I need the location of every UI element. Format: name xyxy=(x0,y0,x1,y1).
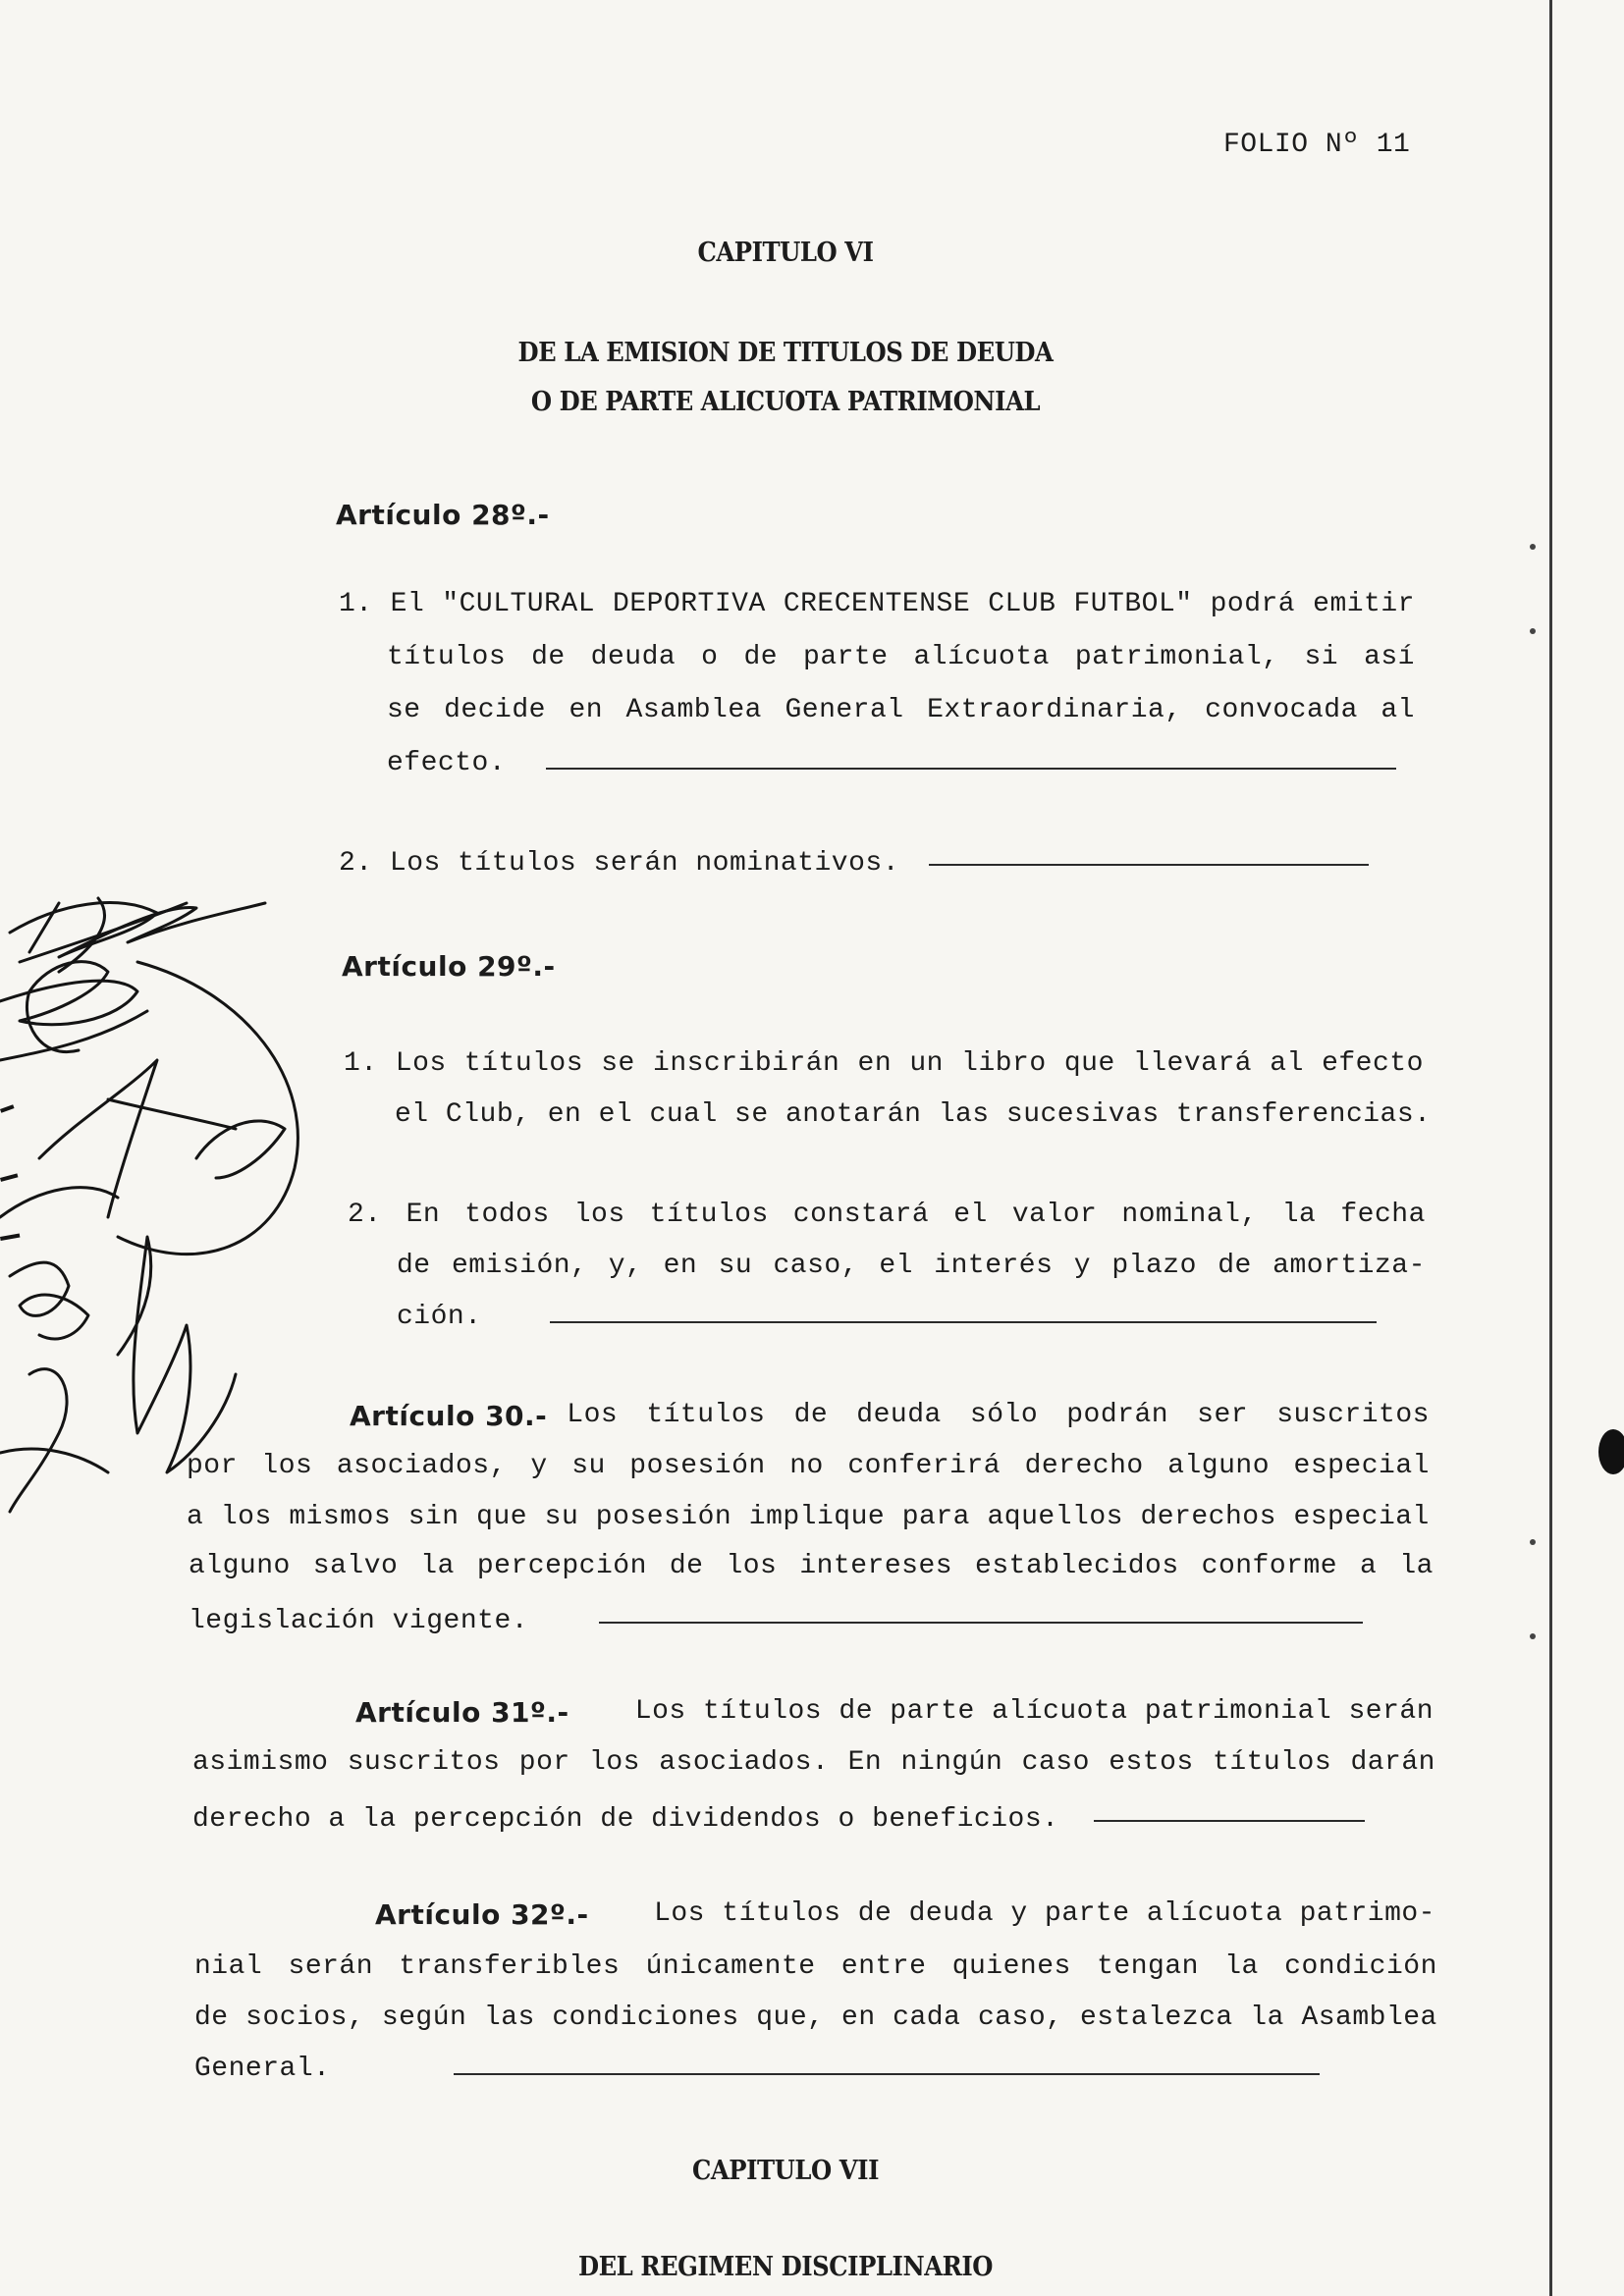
chapter-7-title: CAPITULO VII xyxy=(691,2156,880,2186)
speck xyxy=(1530,544,1536,550)
article-28-p1-line-2: títulos de deuda o de parte alícuota patrimonial, si así xyxy=(387,642,1415,672)
speck xyxy=(1530,1539,1536,1545)
article-28-p2: 2. Los títulos serán nominativos. xyxy=(339,848,899,879)
article-30-line-2: por los asociados, y su posesión no conferirá derecho alguno especial xyxy=(187,1451,1430,1481)
article-31-line-3: derecho a la percepción de dividendos o beneficios. xyxy=(192,1804,1059,1835)
chapter-6-subtitle-2: O DE PARTE ALICUOTA PATRIMONIAL xyxy=(530,387,1041,417)
article-29-p1-line-1: 1. Los títulos se inscribirán en un libro que llevará al efecto xyxy=(344,1048,1424,1079)
fill-line xyxy=(546,768,1396,770)
article-29-p2-line-2: de emisión, y, en su caso, el interés y plazo de amortiza- xyxy=(397,1251,1426,1281)
chapter-6-title: CAPITULO VI xyxy=(697,238,874,268)
fill-line xyxy=(929,864,1369,866)
folio-number: FOLIO Nº 11 xyxy=(1223,130,1411,160)
fill-line xyxy=(599,1622,1363,1624)
article-31-heading: Artículo 31º.- xyxy=(355,1696,569,1729)
fill-line xyxy=(550,1321,1377,1323)
article-29-p1-line-2: el Club, en el cual se anotarán las sucesivas transferencias. xyxy=(395,1099,1432,1130)
article-30-line-1-text: Los títulos de deuda sólo podrán ser suscritos xyxy=(567,1400,1430,1430)
article-30-line-1 xyxy=(350,1400,1430,1432)
fill-line xyxy=(454,2073,1320,2075)
chapter-6-subtitle-1: DE LA EMISION DE TITULOS DE DEUDA xyxy=(517,338,1054,368)
article-30-line-5: legislación vigente. xyxy=(189,1606,529,1636)
article-31-line-2: asimismo suscritos por los asociados. En ningún caso estos títulos darán xyxy=(192,1747,1435,1778)
margin-signatures xyxy=(0,864,353,1728)
article-29-heading: Artículo 29º.- xyxy=(342,950,556,983)
fill-line xyxy=(1094,1820,1365,1822)
article-30-heading: Artículo 30.- xyxy=(350,1400,548,1432)
chapter-7-subtitle: DEL REGIMEN DISCIPLINARIO xyxy=(577,2252,994,2282)
article-32-line-3: de socios, según las condiciones que, en cada caso, estalezca la Asamblea xyxy=(194,2002,1437,2033)
page-edge-line xyxy=(1549,0,1552,2296)
article-31-line-1 xyxy=(355,1696,1434,1729)
article-28-heading: Artículo 28º.- xyxy=(336,499,550,531)
speck xyxy=(1530,1633,1536,1639)
article-29-p2-line-1: 2. En todos los títulos constará el valor nominal, la fecha xyxy=(348,1200,1426,1230)
article-30-line-4: alguno salvo la percepción de los intereses establecidos conforme a la xyxy=(189,1551,1434,1581)
article-32-heading: Artículo 32º.- xyxy=(375,1898,589,1931)
article-29-p2-line-3: ción. xyxy=(397,1302,482,1332)
article-28-p1-line-3: se decide en Asamblea General Extraordinaria, convocada al xyxy=(387,695,1415,725)
article-32-line-1 xyxy=(375,1898,1435,1931)
article-28-p1-line-1: 1. El "CULTURAL DEPORTIVA CRECENTENSE CLUB FUTBOL" podrá emitir xyxy=(339,589,1415,619)
article-31-line-1-text: Los títulos de parte alícuota patrimonial serán xyxy=(634,1696,1434,1727)
article-30-line-3: a los mismos sin que su posesión implique para aquellos derechos especial xyxy=(187,1502,1430,1532)
speck xyxy=(1530,628,1536,634)
article-32-line-4: General. xyxy=(194,2054,331,2084)
article-32-line-1-text: Los títulos de deuda y parte alícuota patrimo- xyxy=(654,1898,1435,1929)
article-28-p1-line-4: efecto. xyxy=(387,748,507,778)
article-32-line-2: nial serán transferibles únicamente entre quienes tengan la condición xyxy=(194,1951,1437,1982)
punch-hole-mark xyxy=(1598,1429,1624,1474)
